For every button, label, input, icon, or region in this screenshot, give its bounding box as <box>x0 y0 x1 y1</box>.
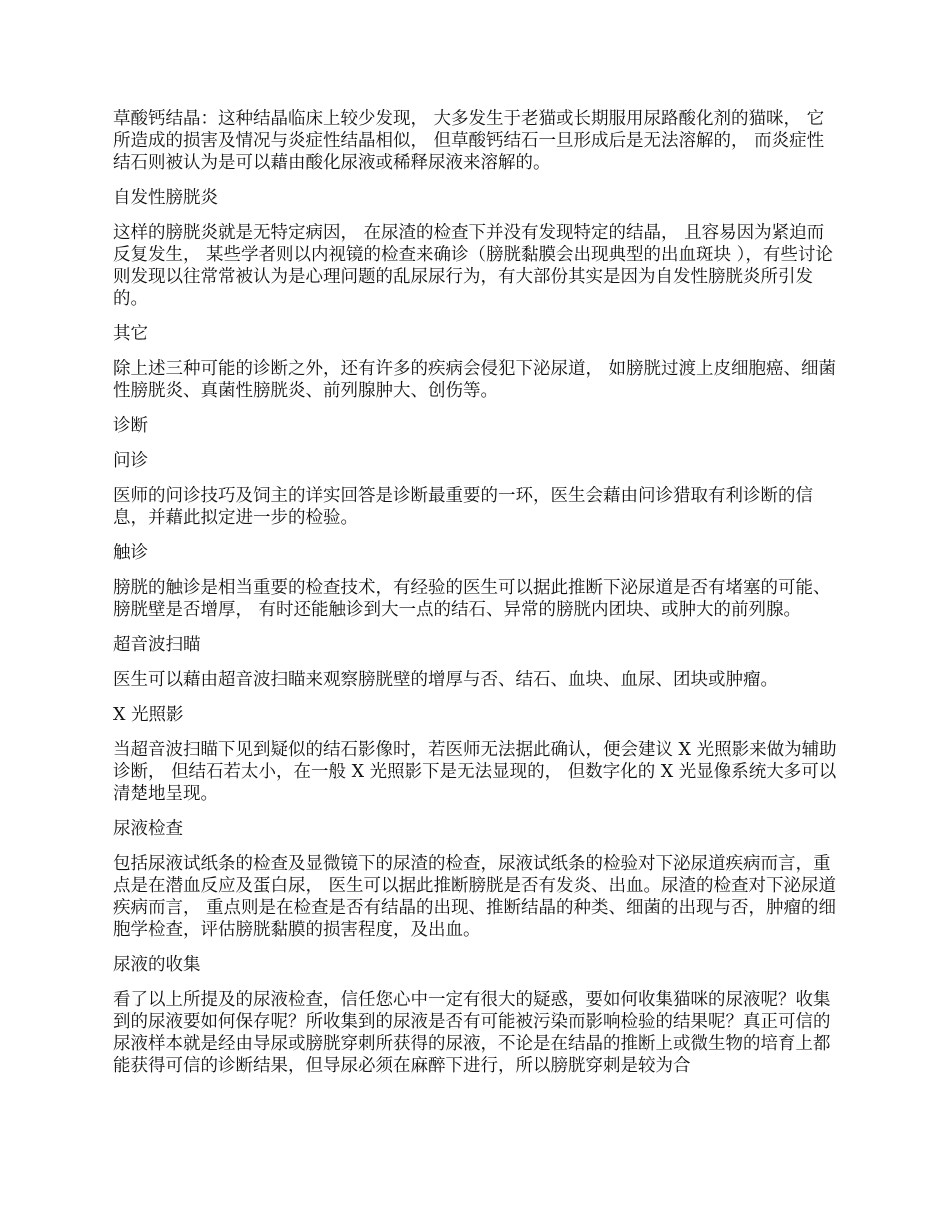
heading-inquiry: 问诊 <box>113 451 148 471</box>
paragraph-urine-collection: 看了以上所提及的尿液检查，信任您心中一定有很大的疑惑，要如何收集猫咪的尿液呢？收集到的尿液要如何保存呢？所收集到的尿液是否有可能被污染而影响检验的结果呢？真正可信的尿液样本就是经由导尿或膀胱穿刺所获得的尿液，不论是在结晶的推断上或微生物的培育上都能获得可信的诊断结果，但导尿必须在麻醉下进行，所以膀胱穿刺是较为合 <box>113 990 831 1076</box>
heading-other: 其它 <box>113 324 148 344</box>
heading-idiopathic-cystitis: 自发性膀胱炎 <box>113 188 218 208</box>
paragraph-urinalysis: 包括尿液试纸条的检查及显微镜下的尿渣的检查，尿液试纸条的检验对下泌尿道疾病而言，重点是在潜血反应及蛋白尿， 医生可以据此推断膀胱是否有发炎、出血。尿渣的检查对下泌尿道疾病而言， 重点则是在检查是否有结晶的出现、推断结晶的种类、细菌的出现与否，肿瘤的细胞学检查，评估膀胱黏膜的损害程度，及出血。 <box>113 854 837 940</box>
heading-urinalysis: 尿液检查 <box>113 819 183 839</box>
heading-diagnosis: 诊断 <box>113 416 148 436</box>
paragraph-xray: 当超音波扫瞄下见到疑似的结石影像时，若医师无法据此确认，便会建议 X 光照影来做为辅助诊断， 但结石若太小，在一般 X 光照影下是无法显现的， 但数字化的 X 光显像系统大多可以清楚地呈现。 <box>113 740 837 804</box>
paragraph-palpation: 膀胱的触诊是相当重要的检查技术，有经验的医生可以据此推断下泌尿道是否有堵塞的可能、膀胱壁是否增厚， 有时还能触诊到大一点的结石、异常的膀胱内团块、或肿大的前列腺。 <box>113 578 831 620</box>
document-body <box>113 108 841 1090</box>
heading-palpation: 触诊 <box>113 543 148 563</box>
heading-urine-collection: 尿液的收集 <box>113 955 201 975</box>
heading-ultrasound: 超音波扫瞄 <box>113 635 201 655</box>
heading-xray: X 光照影 <box>113 705 184 725</box>
paragraph-calcium-oxalate: 草酸钙结晶：这种结晶临床上较少发现， 大多发生于老猫或长期服用尿路酸化剂的猫咪， 它所造成的损害及情况与炎症性结晶相似， 但草酸钙结石一旦形成后是无法溶解的， 而炎症性结石则被认为是可以藉由酸化尿液或稀释尿液来溶解的。 <box>113 109 825 173</box>
paragraph-inquiry: 医师的问诊技巧及饲主的详实回答是诊断最重要的一环，医生会藉由问诊猎取有利诊断的信息，并藉此拟定进一步的检验。 <box>113 486 813 528</box>
paragraph-idiopathic-cystitis: 这样的膀胱炎就是无特定病因， 在尿渣的检查下并没有发现特定的结晶， 且容易因为紧迫而反复发生， 某些学者则以内视镜的检查来确诊（膀胱黏膜会出现典型的出血斑块 ），有些讨论则发现以往常常被认为是心理问题的乱尿尿行为，有大部份其实是因为自发性膀胱炎所引发的。 <box>113 223 833 309</box>
paragraph-other: 除上述三种可能的诊断之外，还有许多的疾病会侵犯下泌尿道， 如膀胱过渡上皮细胞癌、细菌性膀胱炎、真菌性膀胱炎、前列腺肿大、创伤等。 <box>113 359 837 401</box>
paragraph-ultrasound: 医生可以藉由超音波扫瞄来观察膀胱壁的增厚与否、结石、血块、血尿、团块或肿瘤。 <box>113 670 778 690</box>
